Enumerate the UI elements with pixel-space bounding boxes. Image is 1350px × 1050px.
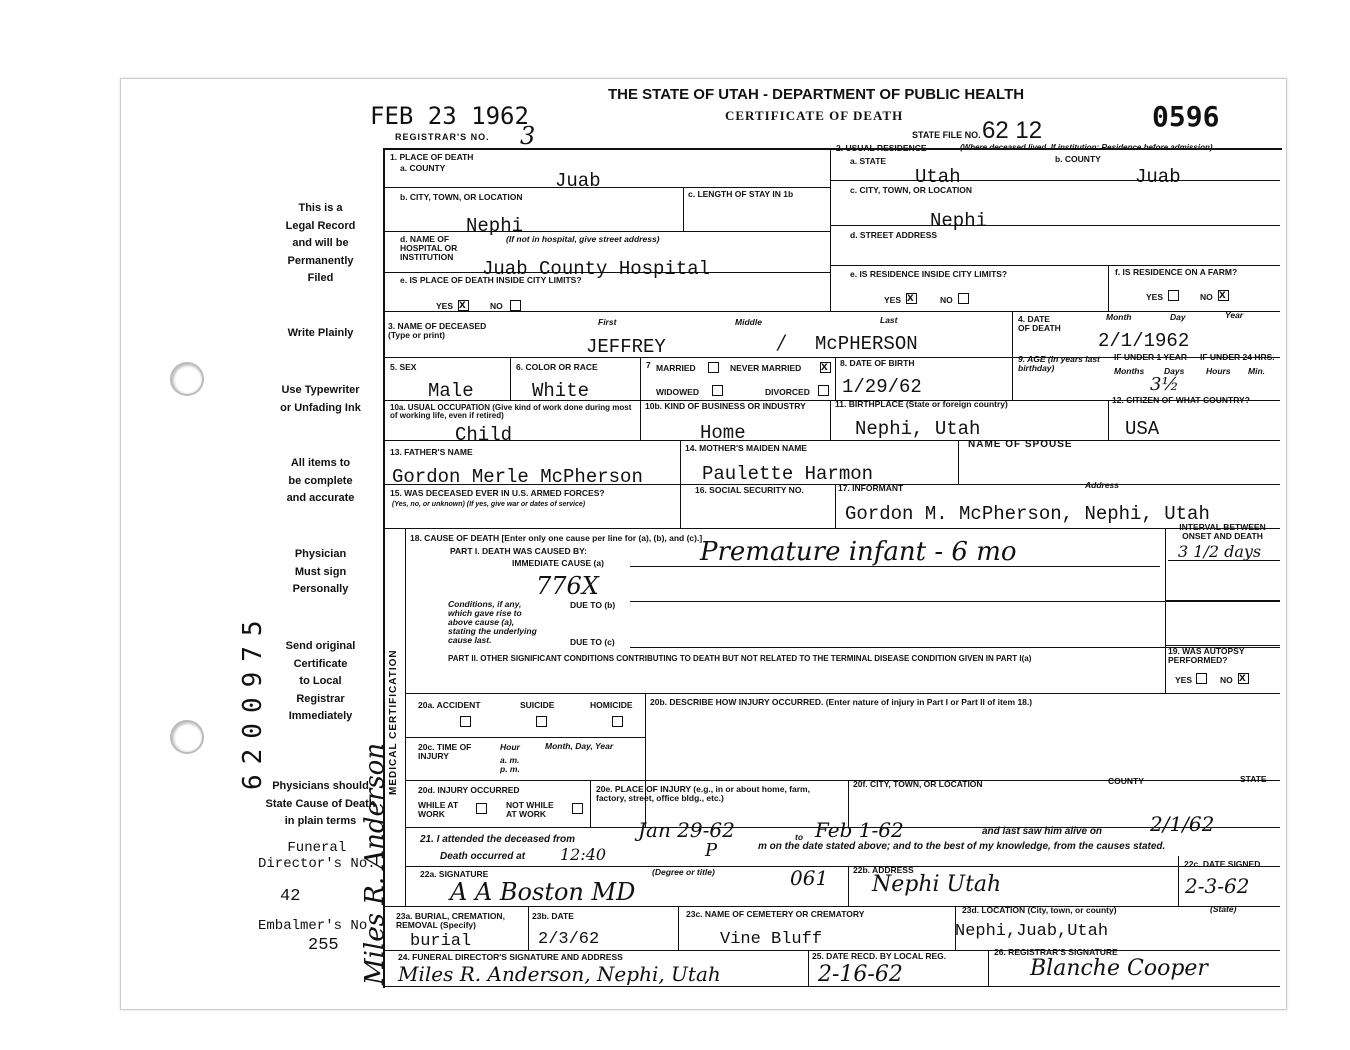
rule <box>830 225 1280 226</box>
note-line: or Unfading Ink <box>280 401 361 414</box>
rule <box>835 484 836 528</box>
rule <box>630 601 1280 602</box>
physician-code: 061 <box>790 866 829 890</box>
due-to-c-label: DUE TO (c) <box>570 637 615 647</box>
note-line: Funeral <box>287 840 347 856</box>
middle-label: Middle <box>735 317 762 327</box>
place-inside-no-checkbox[interactable] <box>510 300 521 311</box>
burial-date: 2/3/62 <box>538 930 600 949</box>
part2-label: PART II. OTHER SIGNIFICANT CONDITIONS CONTRIBUTING TO DEATH BUT NOT RELATED TO THE TERMINAL DISEASE CONDITION GIVEN IN PART I(a) <box>448 654 1032 663</box>
note-line: Physician <box>294 548 347 560</box>
while-at-work-label: WHILE AT WORK <box>418 800 459 819</box>
note-line: and accurate <box>286 492 355 504</box>
no-label: NO <box>1200 292 1213 302</box>
physician-address: Nephi Utah <box>872 872 1002 897</box>
widowed-label: WIDOWED <box>656 387 699 397</box>
county-label: a. COUNTY <box>400 163 446 173</box>
rule <box>528 906 529 950</box>
age-label: 9. AGE (In years last birthday) <box>1018 354 1100 373</box>
suicide-label: SUICIDE <box>520 700 555 710</box>
burial-location: Nephi,Juab,Utah <box>955 922 1109 941</box>
rule <box>405 528 406 906</box>
citizen: USA <box>1125 418 1160 440</box>
armed-forces-note: (Yes, no, or unknown) (If yes, give war or dates of service) <box>392 501 586 508</box>
citizen-label: 12. CITIZEN OF WHAT COUNTRY? <box>1112 395 1250 405</box>
yes-label: YES <box>436 301 454 311</box>
rule <box>808 950 809 986</box>
note-line: Personally <box>292 583 349 595</box>
location-state-label: (State) <box>1210 904 1237 914</box>
attended-label: 21. I attended the deceased from <box>420 834 576 845</box>
note-write-plainly: Write Plainly <box>287 327 354 339</box>
place-city: Nephi <box>466 215 524 237</box>
date-of-birth: 1/29/62 <box>842 376 922 398</box>
immediate-cause-label: IMMEDIATE CAUSE (a) <box>512 558 604 568</box>
place-of-death-label: 1. PLACE OF DEATH <box>390 152 474 162</box>
rule <box>1178 856 1179 906</box>
note-line: Director's No. <box>258 856 376 872</box>
married-checkbox[interactable] <box>708 362 719 373</box>
day-label: Day <box>1170 312 1186 322</box>
note-line: Legal Record <box>285 219 356 232</box>
res-city-label: c. CITY, TOWN, OR LOCATION <box>850 185 972 195</box>
min-label: Min. <box>1248 366 1265 376</box>
hospital-name: Juab County Hospital <box>482 258 711 280</box>
registrar-signature-label: 26. REGISTRAR'S SIGNATURE <box>994 947 1118 957</box>
birth-label: 8. DATE OF BIRTH <box>840 358 915 368</box>
injury-county-label: COUNTY <box>1108 776 1144 786</box>
city-label: b. CITY, TOWN, OR LOCATION <box>400 192 523 202</box>
describe-injury-label: 20b. DESCRIBE HOW INJURY OCCURRED. (Enter nature of injury in Part I or Part II of item 18.) <box>650 697 1033 707</box>
inside-city-label: e. IS PLACE OF DEATH INSIDE CITY LIMITS? <box>400 275 582 285</box>
immediate-cause: Premature infant - 6 mo <box>700 537 1017 567</box>
res-county-label: b. COUNTY <box>1055 154 1101 164</box>
mother-label: 14. MOTHER'S MAIDEN NAME <box>685 443 807 453</box>
note-line: Must sign <box>294 565 347 578</box>
business: Home <box>700 422 746 444</box>
res-inside-yes-checkbox[interactable] <box>906 293 917 304</box>
attended-to: Feb 1-62 <box>815 818 904 842</box>
date-of-death: 2/1/1962 <box>1098 330 1190 352</box>
months-label: Months <box>1114 366 1145 376</box>
father-label: 13. FATHER'S NAME <box>390 447 473 457</box>
residence-city: Nephi <box>930 210 988 232</box>
note-line: in plain terms <box>284 815 357 827</box>
interval: 3 1/2 days <box>1178 542 1262 561</box>
note-line: Registrar <box>296 692 345 705</box>
farm-no-checkbox[interactable] <box>1218 290 1229 301</box>
year-label: Year <box>1225 310 1244 320</box>
funeral-director-label <box>258 840 376 872</box>
date-recd-label: 25. DATE RECD. BY LOCAL REG. <box>812 951 947 961</box>
burial-label: 23a. BURIAL, CREMATION, REMOVAL (Specify) <box>396 911 505 930</box>
hospital-label: d. NAME OF HOSPITAL OR INSTITUTION <box>400 234 458 262</box>
hours-label: Hours <box>1206 366 1231 376</box>
rule <box>383 231 830 232</box>
punch-hole-bottom <box>170 720 204 754</box>
rule <box>405 866 1280 867</box>
location-label: 23d. LOCATION (City, town, or county) <box>962 905 1117 915</box>
date-signed: 2-3-62 <box>1185 874 1250 898</box>
yes-label: YES <box>1175 675 1193 685</box>
note-all-items <box>258 455 383 508</box>
yes-label: YES <box>1146 292 1164 302</box>
occurred-at-label: Death occurred at <box>440 851 526 862</box>
rule <box>1012 357 1013 400</box>
no-label: NO <box>1220 675 1233 685</box>
note-line: Send original <box>285 640 356 652</box>
due-to-b-label: DUE TO (b) <box>570 600 616 610</box>
rule <box>645 693 646 827</box>
director-signature: Miles R. Anderson, Nephi, Utah <box>398 962 721 986</box>
rule <box>958 440 959 484</box>
place-county: Juab <box>555 170 601 192</box>
rule <box>590 780 591 827</box>
ampm-label: a. m. p. m. <box>500 755 520 774</box>
state-file-no: 62 12 <box>982 117 1043 144</box>
cemetery: Vine Bluff <box>720 930 823 949</box>
armed-forces-label: 15. WAS DECEASED EVER IN U.S. ARMED FORCES? <box>390 488 605 498</box>
note-line: Use Typewriter <box>281 384 360 396</box>
residence-county: Juab <box>1135 166 1181 188</box>
yes-label: YES <box>884 295 902 305</box>
injury-state-label: STATE <box>1240 774 1267 784</box>
registrar-no-label: REGISTRAR'S NO. <box>395 132 490 142</box>
rule <box>405 780 1280 781</box>
cemetery-label: 23c. NAME OF CEMETERY OR CREMATORY <box>686 909 865 919</box>
disease-code: 776X <box>536 572 599 600</box>
rule <box>1165 528 1166 693</box>
not-at-work-checkbox[interactable] <box>572 803 583 814</box>
under24-label: IF UNDER 24 HRS. <box>1200 352 1275 362</box>
hospital-note: (If not in hospital, give street address) <box>506 234 660 244</box>
last-label: Last <box>880 315 898 325</box>
no-label: NO <box>940 295 953 305</box>
ssn-label: 16. SOCIAL SECURITY NO. <box>695 485 804 495</box>
rule <box>830 180 1280 181</box>
date-signed-label: 22c. DATE SIGNED <box>1184 859 1261 869</box>
rule <box>383 440 1280 441</box>
time-of-death: 12:40 <box>560 845 607 864</box>
note-line: Permanently <box>287 254 354 267</box>
serial-number: 0596 <box>1152 100 1220 133</box>
autopsy-label: 19. WAS AUTOPSY PERFORMED? <box>1168 646 1245 665</box>
never-married-checkbox[interactable] <box>820 362 831 373</box>
degree-label: (Degree or title) <box>652 867 715 877</box>
embalmer-no: 255 <box>308 936 339 955</box>
rule <box>510 357 511 400</box>
physician-signature: A A Boston MD <box>450 878 636 906</box>
divorced-checkbox[interactable] <box>818 385 829 396</box>
rule <box>830 400 831 440</box>
occupation: Child <box>455 424 513 446</box>
month-label: Month <box>1106 312 1132 322</box>
to-label: to <box>795 832 804 842</box>
place-inside-yes-checkbox[interactable] <box>458 300 469 311</box>
note-line: This is a <box>298 202 343 214</box>
sex: Male <box>428 380 474 402</box>
address-22b-label: 22b. ADDRESS <box>853 865 914 875</box>
divorced-label: DIVORCED <box>765 387 810 397</box>
director-label: 24. FUNERAL DIRECTOR'S SIGNATURE AND ADDRESS <box>398 952 623 962</box>
suicide-checkbox[interactable] <box>536 716 547 727</box>
time-of-injury-label: 20c. TIME OF INJURY <box>418 742 472 761</box>
registrar-signature: Blanche Cooper <box>1030 956 1208 981</box>
while-at-work-checkbox[interactable] <box>476 803 487 814</box>
note-line: and will be <box>292 237 349 249</box>
days-label: Days <box>1164 366 1185 376</box>
certificate-title: THE STATE OF UTAH - DEPARTMENT OF PUBLIC HEALTH <box>608 86 1025 103</box>
vertical-signature: Miles R. Anderson <box>360 742 390 985</box>
rule <box>835 357 836 400</box>
rule <box>640 357 641 440</box>
note-line: State Cause of Death <box>265 797 376 810</box>
rule <box>678 906 679 950</box>
first-name: JEFFREY <box>586 336 666 358</box>
stamp-number: 6200975 <box>238 610 268 790</box>
business-label: 10b. KIND OF BUSINESS OR INDUSTRY <box>645 401 806 411</box>
rule <box>383 187 830 188</box>
name-label: 3. NAME OF DECEASED (Type or print) <box>388 321 487 340</box>
date-stamp: FEB 23 1962 <box>370 102 529 130</box>
certificate-subtitle: CERTIFICATE OF DEATH <box>725 108 904 123</box>
time-meridiem: P <box>705 840 718 861</box>
street-label: d. STREET ADDRESS <box>850 230 938 240</box>
state-label: a. STATE <box>850 156 887 166</box>
note-send <box>258 638 383 726</box>
birthplace-label: 11. BIRTHPLACE (State or foreign country) <box>835 399 1008 409</box>
burial-type: burial <box>410 932 472 951</box>
sex-label: 5. SEX <box>390 362 417 372</box>
state-file-label: STATE FILE NO. <box>912 130 981 140</box>
rule <box>1012 311 1013 357</box>
rule <box>383 906 1280 907</box>
mother-name: Paulette Harmon <box>702 463 874 485</box>
not-at-work-label: NOT WHILE AT WORK <box>506 800 554 819</box>
column-divider <box>830 148 831 311</box>
residence-note: (Where deceased lived. If institution: Residence before admission) <box>960 143 1213 152</box>
first-label: First <box>598 317 617 327</box>
note-typewriter <box>258 382 383 417</box>
interval-label: INTERVAL BETWEEN ONSET AND DEATH <box>1179 522 1266 541</box>
signature-label: 22a. SIGNATURE <box>420 869 489 879</box>
punch-hole-top <box>170 362 204 396</box>
note-line: All items to <box>290 457 351 469</box>
note-line: be complete <box>288 474 353 487</box>
widowed-checkbox[interactable] <box>712 385 723 396</box>
rule <box>830 265 1280 266</box>
attended-from: Jan 29-62 <box>638 818 735 842</box>
marital-7-label: 7 <box>646 360 651 370</box>
under1-label: IF UNDER 1 YEAR <box>1114 352 1188 362</box>
rule <box>1108 400 1109 440</box>
autopsy-no-checkbox[interactable] <box>1238 673 1249 684</box>
funeral-director-no: 42 <box>280 887 301 906</box>
length-of-stay-label: c. LENGTH OF STAY IN 1b <box>688 189 794 199</box>
rule <box>405 693 1280 694</box>
note-line: to Local <box>299 675 342 687</box>
embalmer-label: Embalmer's No. <box>258 918 376 934</box>
res-inside-no-checkbox[interactable] <box>958 293 969 304</box>
note-line: Filed <box>307 272 334 284</box>
homicide-checkbox[interactable] <box>612 716 623 727</box>
autopsy-yes-checkbox[interactable] <box>1196 673 1207 684</box>
city-of-injury-label: 20f. CITY, TOWN, OR LOCATION <box>853 779 983 789</box>
note-line: Certificate <box>293 657 348 670</box>
stated-label: m on the date stated above; and to the best of my knowledge, from the causes stated. <box>758 841 1166 852</box>
informant-label: 17. INFORMANT <box>838 483 904 493</box>
medical-certification-label: MEDICAL CERTIFICATION <box>388 649 399 795</box>
farm-yes-checkbox[interactable] <box>1168 290 1179 301</box>
cause-label: 18. CAUSE OF DEATH [Enter only one cause per line for (a), (b), and (c).] <box>410 533 703 543</box>
rule <box>383 528 1280 529</box>
last-saw-date: 2/1/62 <box>1150 812 1215 836</box>
rule <box>383 311 1280 312</box>
accident-checkbox[interactable] <box>460 716 471 727</box>
rule <box>405 737 645 738</box>
mdy-label: Month, Day, Year <box>545 741 614 751</box>
conditions-label: Conditions, if any, which gave rise to above cause (a), stating the underlying cause last. <box>448 599 537 645</box>
rule <box>683 187 684 231</box>
rule <box>988 950 989 986</box>
accident-label: 20a. ACCIDENT <box>418 700 481 710</box>
never-married-label: NEVER MARRIED <box>730 363 802 373</box>
place-of-injury-label: 20e. PLACE OF INJURY (e.g., in or about home, farm, factory, street, office bldg., etc.) <box>596 784 810 803</box>
married-label: MARRIED <box>656 363 696 373</box>
injury-occurred-label: 20d. INJURY OCCURRED <box>418 785 520 795</box>
father-name: Gordon Merle McPherson <box>392 466 643 488</box>
burial-date-label: 23b. DATE <box>532 911 574 921</box>
homicide-label: HOMICIDE <box>590 700 633 710</box>
residence-label: 2. USUAL RESIDENCE <box>836 143 927 153</box>
date-recd: 2-16-62 <box>818 962 903 987</box>
note-line: Physicians should <box>272 780 369 792</box>
age-days: 3½ <box>1150 374 1179 395</box>
residence-state: Utah <box>915 166 961 188</box>
last-saw-label: and last saw him alive on <box>982 826 1103 837</box>
color-label: 6. COLOR OR RACE <box>516 362 598 372</box>
birthplace: Nephi, Utah <box>855 418 981 440</box>
no-label: NO <box>490 301 503 311</box>
rule <box>848 866 849 906</box>
res-inside-label: e. IS RESIDENCE INSIDE CITY LIMITS? <box>850 269 1008 279</box>
occupation-label: 10a. USUAL OCCUPATION (Give kind of work done during most of working life, even if retired) <box>390 403 632 421</box>
rule <box>1108 265 1109 311</box>
part1-label: PART I. DEATH WAS CAUSED BY: <box>450 546 587 556</box>
color: White <box>532 380 590 402</box>
note-physician <box>258 546 383 599</box>
informant: Gordon M. McPherson, Nephi, Utah <box>845 503 1210 525</box>
middle-name: / <box>778 330 785 354</box>
spouse-label: NAME OF SPOUSE <box>968 439 1073 450</box>
registrar-no: 3 <box>520 122 536 150</box>
farm-label: f. IS RESIDENCE ON A FARM? <box>1115 267 1238 277</box>
note-line: Immediately <box>288 710 353 722</box>
date-of-death-label: 4. DATE OF DEATH <box>1018 314 1061 333</box>
last-name: McPHERSON <box>815 333 918 355</box>
note-legal <box>258 200 383 288</box>
address-label: Address <box>1085 480 1120 490</box>
hour-label: Hour <box>500 742 520 752</box>
